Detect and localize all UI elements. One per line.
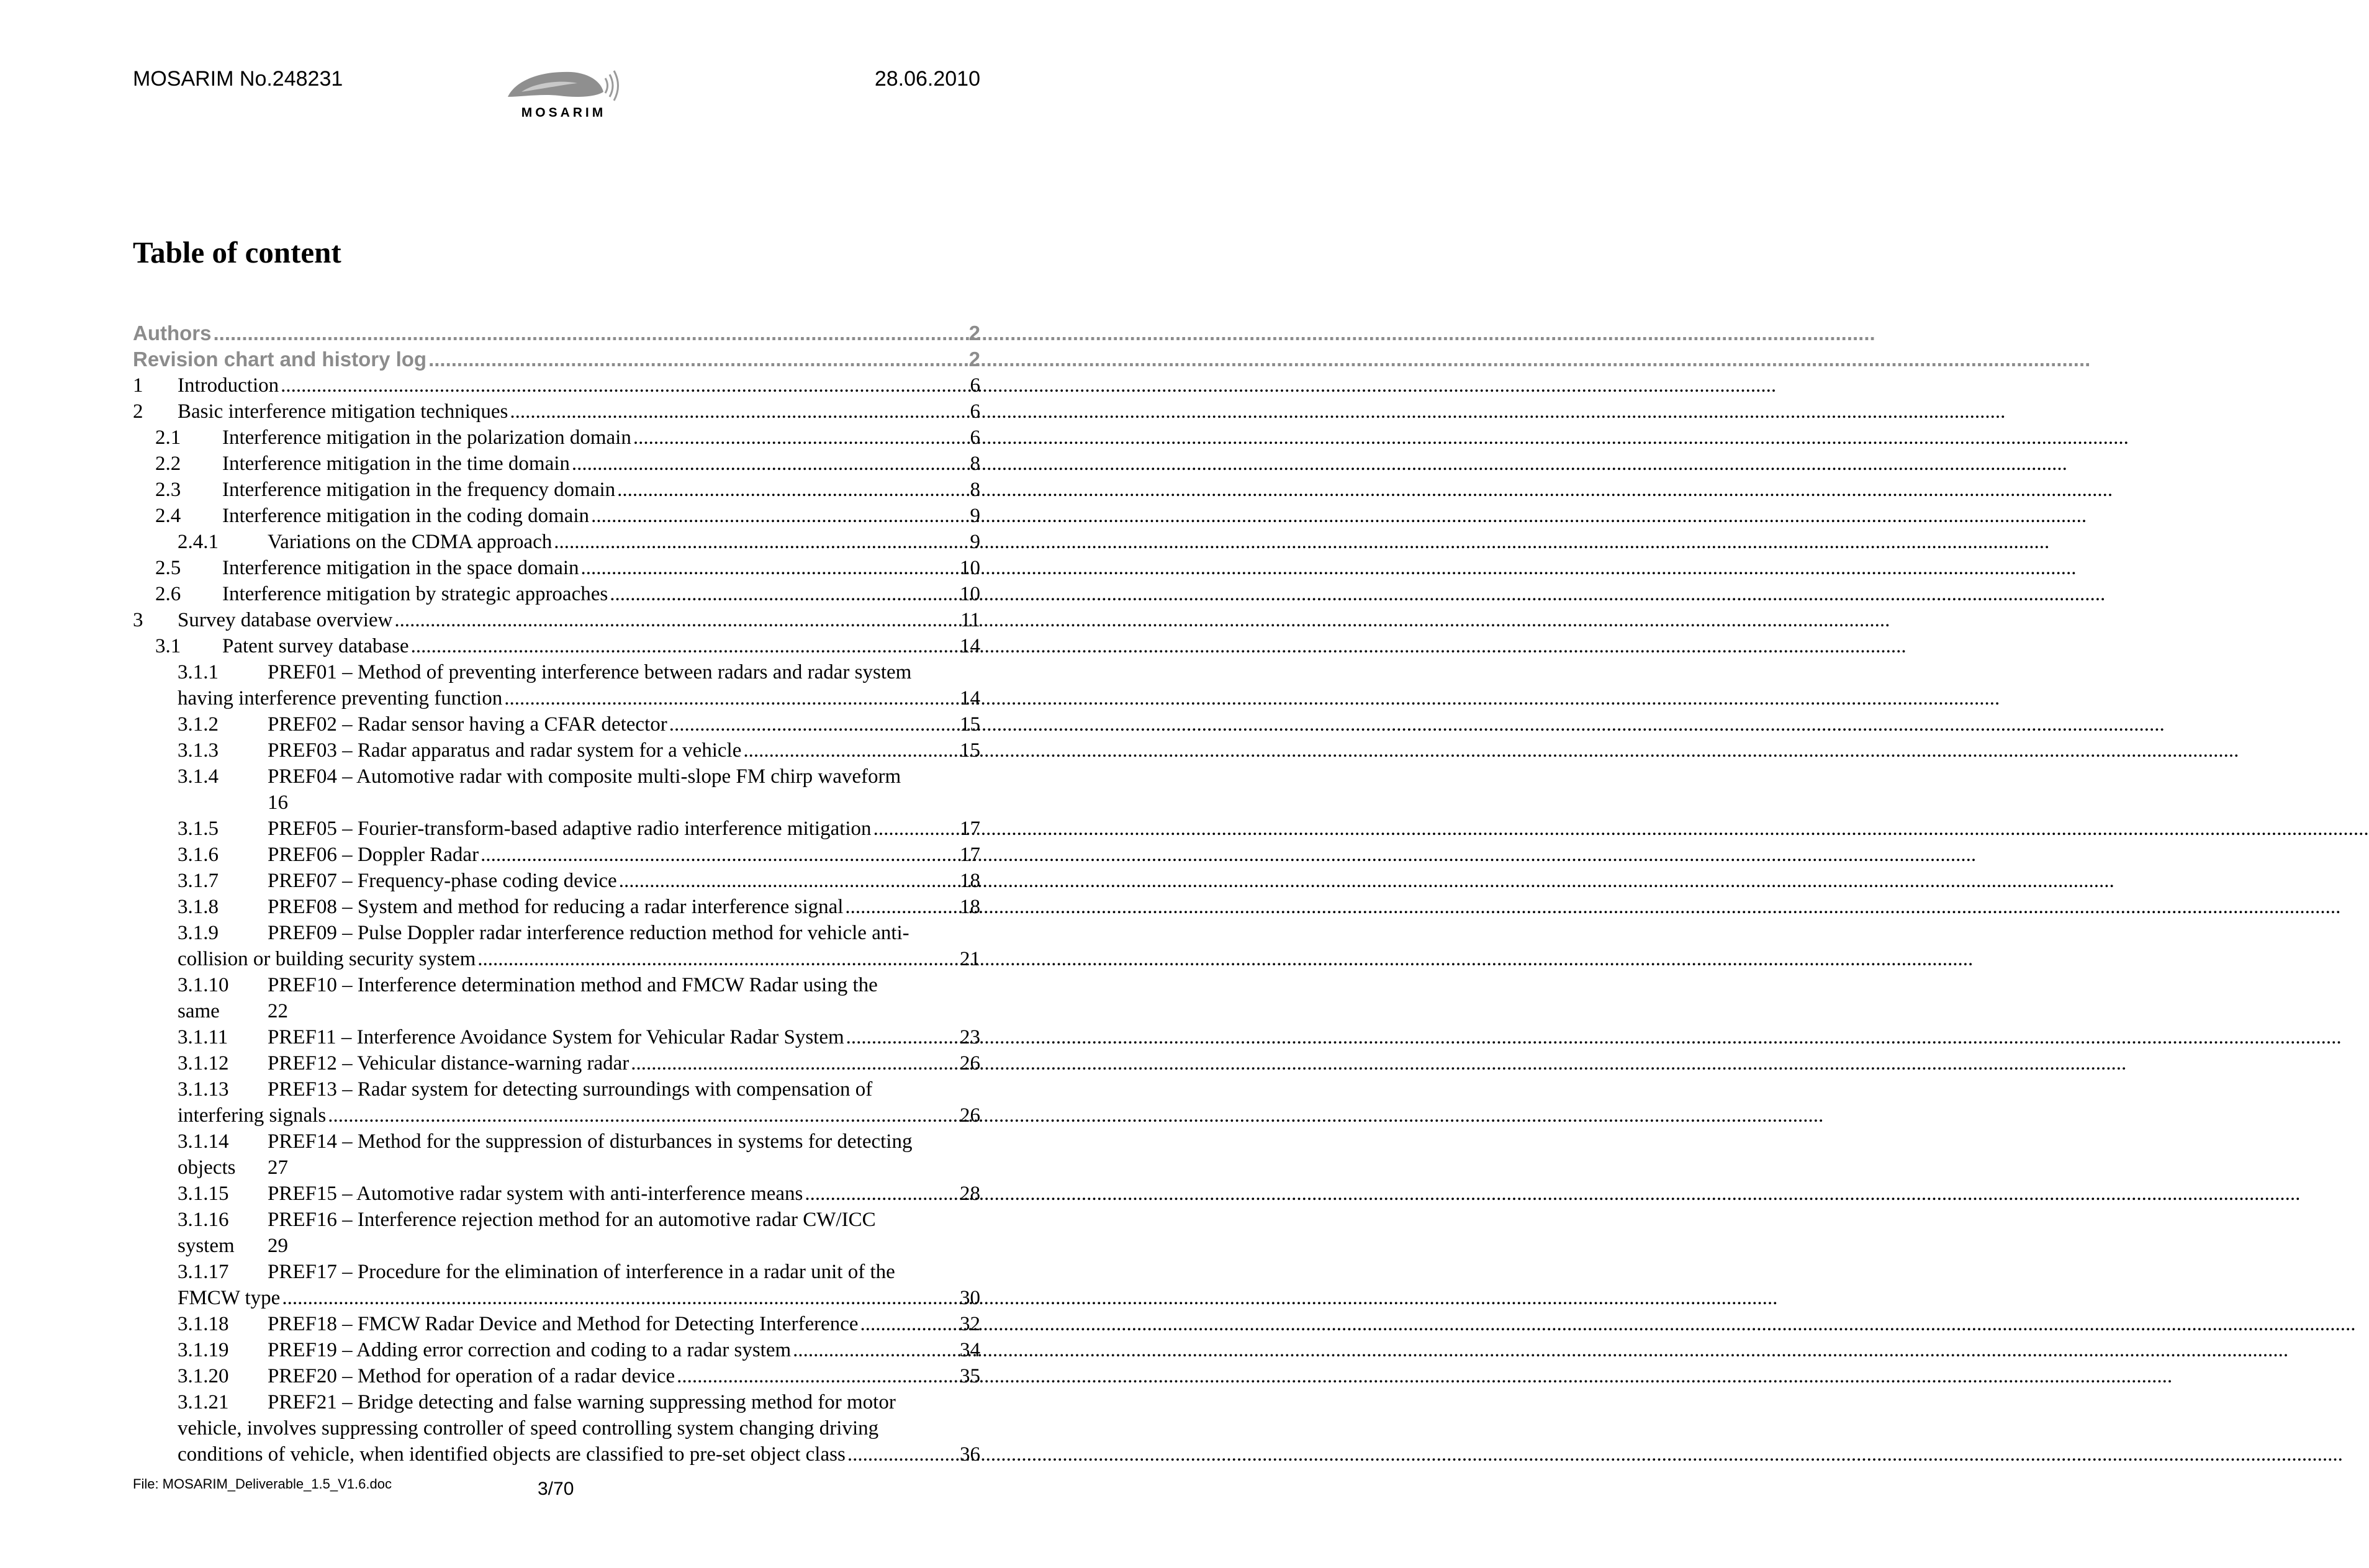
toc-page: 8 xyxy=(970,479,980,501)
toc-title-continued: system xyxy=(178,1235,235,1257)
toc-page: 9 xyxy=(970,505,980,527)
footer-file-name: File: MOSARIM_Deliverable_1.5_V1.6.doc xyxy=(133,1476,392,1492)
toc-number: 3.1.1 xyxy=(178,661,219,683)
toc-title-continued: FMCW type xyxy=(178,1287,281,1309)
toc-number: 3.1.8 xyxy=(178,896,219,918)
toc-entry-2-1[interactable] xyxy=(133,425,980,451)
toc-number: 3.1.15 xyxy=(178,1183,229,1205)
toc-title: PREF04 – Automotive radar with composite multi-slope FM chirp waveform xyxy=(268,765,901,788)
toc-number: 2.2 xyxy=(155,453,181,475)
toc-leader xyxy=(631,425,968,451)
toc-title: Variations on the CDMA approach xyxy=(268,531,553,553)
toc-leader xyxy=(279,372,967,399)
toc-leader xyxy=(872,816,957,842)
toc-number: 3.1.7 xyxy=(178,870,219,892)
toc-number: 3.1.13 xyxy=(178,1078,229,1101)
page-title: Table of content xyxy=(133,235,341,269)
toc-leader xyxy=(479,842,957,868)
toc-leader xyxy=(846,1441,957,1467)
toc-entry-2[interactable] xyxy=(133,399,980,425)
toc-title: PREF05 – Fourier-transform-based adaptive radio interference mitigation xyxy=(268,818,872,840)
toc-title: Interference mitigation in the frequency domain xyxy=(222,479,616,501)
toc-title: Interference mitigation in the coding domain xyxy=(222,505,590,527)
toc-page: 2 xyxy=(968,348,980,371)
toc-page: 18 xyxy=(960,870,980,892)
toc-page: 14 xyxy=(960,635,980,657)
toc-leader xyxy=(741,737,957,764)
logo-text: MOSARIM xyxy=(521,106,607,120)
toc-page: 17 xyxy=(960,844,980,866)
toc-leader xyxy=(629,1050,957,1076)
toc-title: PREF09 – Pulse Doppler radar interference reduction method for vehicle anti- xyxy=(268,922,909,944)
toc-page: 15 xyxy=(960,713,980,736)
toc-page: 9 xyxy=(970,531,980,553)
toc-page: 6 xyxy=(970,426,980,449)
toc-leader xyxy=(803,1181,957,1207)
toc-entry-3-1-16[interactable] xyxy=(133,1207,980,1233)
toc-entry-3-1-5[interactable] xyxy=(133,816,980,842)
toc-title: PREF19 – Adding error correction and coding to a radar system xyxy=(268,1339,792,1361)
toc-title: PREF15 – Automotive radar system with anti-interference means xyxy=(268,1183,803,1205)
toc-entry-3-1-13[interactable] xyxy=(133,1076,980,1102)
toc-leader xyxy=(608,581,957,607)
toc-number: 3.1.6 xyxy=(178,844,219,866)
toc-title: PREF14 – Method for the suppression of disturbances in systems for detecting xyxy=(268,1130,913,1153)
toc-number: 3.1.11 xyxy=(178,1026,228,1048)
toc-number: 3.1.19 xyxy=(178,1339,229,1361)
toc-leader xyxy=(843,894,957,920)
toc-entry-3-1-2[interactable] xyxy=(133,711,980,737)
toc-title: PREF10 – Interference determination method and FMCW Radar using the xyxy=(268,974,878,996)
toc-number: 2.5 xyxy=(155,557,181,579)
toc-title: PREF08 – System and method for reducing a radar interference signal xyxy=(268,896,844,918)
toc-page: 6 xyxy=(970,400,980,423)
toc-number: 3.1.10 xyxy=(178,974,229,996)
toc-page: 30 xyxy=(960,1287,980,1309)
toc-leader xyxy=(615,477,967,503)
toc-title-continued: interfering signals xyxy=(178,1104,327,1127)
toc-leader xyxy=(476,946,957,972)
toc-title: PREF01 – Method of preventing interference between radars and radar system xyxy=(268,661,912,683)
toc-title: PREF06 – Doppler Radar xyxy=(268,844,479,866)
toc-entry-3-1-21-continued[interactable] xyxy=(133,1415,980,1441)
toc-page: 22 xyxy=(268,1000,288,1022)
document-date: 28.06.2010 xyxy=(874,67,980,91)
toc-number: 2 xyxy=(133,400,143,423)
toc-title: PREF17 – Procedure for the elimination of interference in a radar unit of the xyxy=(268,1261,895,1283)
toc-page: 10 xyxy=(960,583,980,605)
toc-number: 3.1.3 xyxy=(178,739,219,762)
toc-entry-1[interactable] xyxy=(133,372,980,399)
toc-page: 16 xyxy=(268,791,288,814)
table-of-contents xyxy=(133,320,980,1467)
toc-title: Introduction xyxy=(178,374,279,397)
toc-page: 23 xyxy=(960,1026,980,1048)
toc-leader xyxy=(791,1337,957,1363)
toc-entry-3-1-13-continued[interactable] xyxy=(133,1102,980,1129)
toc-entry-3-1-11[interactable] xyxy=(133,1024,980,1050)
toc-leader xyxy=(409,633,957,659)
toc-entry-3-1-21[interactable] xyxy=(133,1389,980,1415)
toc-entry-3-1-8[interactable] xyxy=(133,894,980,920)
toc-page: 35 xyxy=(960,1365,980,1387)
toc-entry-2-6[interactable] xyxy=(133,581,980,607)
toc-title-continued: same xyxy=(178,1000,220,1022)
toc-leader xyxy=(426,346,967,372)
toc-leader xyxy=(589,503,967,529)
toc-number: 1 xyxy=(133,374,143,397)
toc-leader xyxy=(212,320,967,346)
toc-page: 36 xyxy=(960,1443,980,1466)
toc-entry-3-1-3[interactable] xyxy=(133,737,980,764)
toc-entry-3-1-4[interactable] xyxy=(133,764,980,790)
toc-leader xyxy=(675,1363,957,1389)
toc-entry-3-1-9[interactable] xyxy=(133,920,980,946)
toc-title-continued: vehicle, involves suppressing controller of speed controlling system changing driving xyxy=(178,1417,879,1440)
toc-page: 11 xyxy=(960,609,980,631)
toc-leader xyxy=(326,1102,957,1129)
toc-number: 2.3 xyxy=(155,479,181,501)
toc-entry-3-1-7[interactable] xyxy=(133,868,980,894)
toc-page: 28 xyxy=(960,1183,980,1205)
toc-title: Interference mitigation by strategic approaches xyxy=(222,583,608,605)
toc-number: 3.1.16 xyxy=(178,1209,229,1231)
toc-title: PREF12 – Vehicular distance-warning radar xyxy=(268,1052,629,1075)
toc-leader xyxy=(392,607,958,633)
toc-entry-3-1-18[interactable] xyxy=(133,1311,980,1337)
toc-title: Basic interference mitigation techniques xyxy=(178,400,508,423)
toc-entry-3-1-19[interactable] xyxy=(133,1337,980,1363)
toc-title-continued: conditions of vehicle, when identified objects are classified to pre-set object class xyxy=(178,1443,846,1466)
toc-number: 3.1.9 xyxy=(178,922,219,944)
toc-entry-3-1-16-continued[interactable] xyxy=(133,1233,980,1259)
toc-leader xyxy=(859,1311,957,1337)
toc-entry-3-1-10[interactable] xyxy=(133,972,980,998)
toc-title: Survey database overview xyxy=(178,609,393,631)
toc-leader xyxy=(617,868,957,894)
mosarim-logo xyxy=(503,65,621,127)
toc-leader xyxy=(844,1024,957,1050)
toc-page: 34 xyxy=(960,1339,980,1361)
toc-entry-3-1-14[interactable] xyxy=(133,1129,980,1155)
toc-title: Patent survey database xyxy=(222,635,409,657)
toc-number: 3.1.21 xyxy=(178,1391,229,1413)
toc-leader xyxy=(552,529,967,555)
toc-number: 3.1 xyxy=(155,635,181,657)
toc-page: 21 xyxy=(960,948,980,970)
toc-number: 2.4.1 xyxy=(178,531,219,553)
toc-entry-3-1-6[interactable] xyxy=(133,842,980,868)
toc-number: 3.1.2 xyxy=(178,713,219,736)
toc-entry-3-1-1-continued[interactable] xyxy=(133,685,980,711)
toc-page: 10 xyxy=(960,557,980,579)
toc-entry-3-1-14-continued[interactable] xyxy=(133,1155,980,1181)
toc-page: 14 xyxy=(960,687,980,710)
toc-title: PREF02 – Radar sensor having a CFAR detector xyxy=(268,713,667,736)
toc-entry-2-3[interactable] xyxy=(133,477,980,503)
toc-title: Revision chart and history log xyxy=(133,348,427,371)
toc-entry-2-2[interactable] xyxy=(133,451,980,477)
toc-title: Interference mitigation in the time domain xyxy=(222,453,570,475)
toc-entry-3-1-17-continued[interactable] xyxy=(133,1285,980,1311)
toc-title: PREF21 – Bridge detecting and false warning suppressing method for motor xyxy=(268,1391,896,1413)
toc-title: PREF20 – Method for operation of a radar device xyxy=(268,1365,675,1387)
toc-leader xyxy=(570,451,968,477)
toc-number: 3.1.17 xyxy=(178,1261,229,1283)
toc-entry-revision-chart[interactable] xyxy=(133,346,980,372)
toc-number: 3.1.20 xyxy=(178,1365,229,1387)
toc-page: 15 xyxy=(960,739,980,762)
toc-entry-2-4[interactable] xyxy=(133,503,980,529)
toc-number: 3.1.14 xyxy=(178,1130,229,1153)
toc-entry-2-4-1[interactable] xyxy=(133,529,980,555)
toc-page: 18 xyxy=(960,896,980,918)
toc-number: 2.1 xyxy=(155,426,181,449)
toc-leader xyxy=(502,685,957,711)
toc-title: PREF07 – Frequency-phase coding device xyxy=(268,870,617,892)
toc-entry-3-1-17[interactable] xyxy=(133,1259,980,1285)
toc-page: 6 xyxy=(970,374,980,397)
toc-page: 8 xyxy=(970,453,980,475)
toc-page: 2 xyxy=(968,322,980,345)
toc-number: 3 xyxy=(133,609,143,631)
toc-title-continued: having interference preventing function xyxy=(178,687,503,710)
toc-entry-3-1-10-continued[interactable] xyxy=(133,998,980,1024)
toc-entry-3-1-20[interactable] xyxy=(133,1363,980,1389)
toc-entry-3-1-21-continued-2[interactable] xyxy=(133,1441,980,1467)
toc-page: 17 xyxy=(960,818,980,840)
toc-entry-2-5[interactable] xyxy=(133,555,980,581)
toc-title: Interference mitigation in the space domain xyxy=(222,557,579,579)
toc-page: 32 xyxy=(960,1313,980,1335)
toc-leader xyxy=(280,1285,957,1311)
toc-page: 26 xyxy=(960,1104,980,1127)
toc-title: PREF11 – Interference Avoidance System for Vehicular Radar System xyxy=(268,1026,844,1048)
toc-leader xyxy=(667,711,957,737)
toc-title: Interference mitigation in the polarization domain xyxy=(222,426,631,449)
toc-number: 2.4 xyxy=(155,505,181,527)
toc-title: PREF03 – Radar apparatus and radar system for a vehicle xyxy=(268,739,742,762)
toc-number: 2.6 xyxy=(155,583,181,605)
toc-entry-authors[interactable] xyxy=(133,320,980,346)
toc-page: 29 xyxy=(268,1235,288,1257)
toc-title-continued: objects xyxy=(178,1156,236,1179)
toc-page: 26 xyxy=(960,1052,980,1075)
toc-entry-3-1-15[interactable] xyxy=(133,1181,980,1207)
toc-leader xyxy=(508,399,967,425)
toc-title: PREF13 – Radar system for detecting surroundings with compensation of xyxy=(268,1078,873,1101)
toc-leader xyxy=(579,555,957,581)
footer-page-number: 3/70 xyxy=(538,1479,574,1499)
toc-entry-3-1-4-page-line[interactable] xyxy=(133,790,980,816)
toc-title: PREF18 – FMCW Radar Device and Method for Detecting Interference xyxy=(268,1313,859,1335)
toc-entry-3-1-1[interactable] xyxy=(133,659,980,685)
document-number: MOSARIM No.248231 xyxy=(133,67,343,91)
toc-entry-3[interactable] xyxy=(133,607,980,633)
toc-number: 3.1.5 xyxy=(178,818,219,840)
toc-title-continued: collision or building security system xyxy=(178,948,476,970)
toc-number: 3.1.4 xyxy=(178,765,219,788)
toc-entry-3-1[interactable] xyxy=(133,633,980,659)
toc-title: PREF16 – Interference rejection method for an automotive radar CW/ICC xyxy=(268,1209,876,1231)
toc-entry-3-1-9-continued[interactable] xyxy=(133,946,980,972)
toc-number: 3.1.18 xyxy=(178,1313,229,1335)
toc-page: 27 xyxy=(268,1156,288,1179)
toc-number: 3.1.12 xyxy=(178,1052,229,1075)
toc-entry-3-1-12[interactable] xyxy=(133,1050,980,1076)
toc-title: Authors xyxy=(133,322,212,345)
